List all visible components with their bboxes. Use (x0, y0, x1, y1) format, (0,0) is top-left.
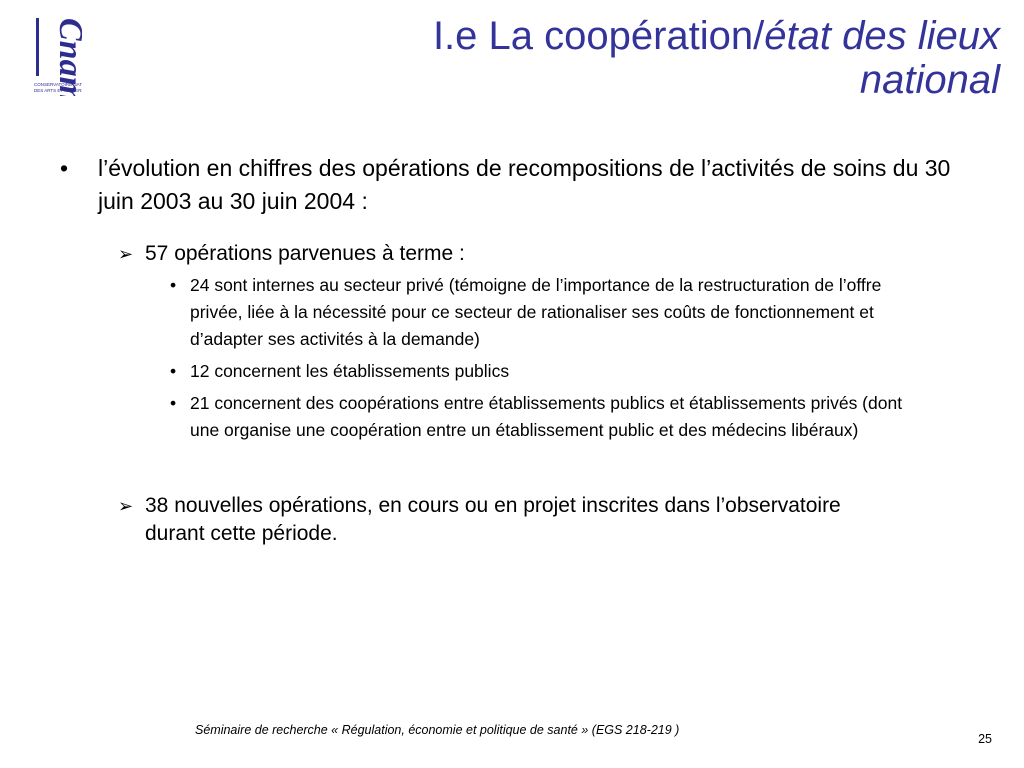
title-line-2: national (859, 58, 1000, 102)
bullet-marker: • (60, 155, 69, 181)
cnam-logo (32, 14, 82, 96)
slide-body (60, 152, 960, 548)
logo-subtext-1: CONSERVATOIRE NAT (34, 82, 82, 87)
list-item (170, 272, 910, 353)
list-item-text: 21 concernent des coopérations entre établissements publics et établissements privés (dont une organise une coopération entre un établissement public et des médecins libéraux) (190, 393, 903, 440)
list-item (170, 358, 910, 385)
sub-bullet-2 (118, 492, 865, 548)
list-item-text: 12 concernent les établissements publics (190, 361, 510, 381)
page-number: 25 (978, 732, 992, 746)
slide-title (240, 14, 1000, 102)
footer-text: Séminaire de recherche « Régulation, économie et politique de santé » (EGS 218-219 ) (195, 723, 680, 737)
title-part-1: I.e La coopération/ (432, 14, 765, 58)
list-item-text: 24 sont internes au secteur privé (témoigne de l’importance de la restructuration de l’offre privée, liée à la nécessité pour ce secteur de rationaliser ses coûts de fonctionnement et d’adapter ses activités à la demande) (190, 275, 882, 349)
logo-wordmark: Cnam (52, 18, 82, 96)
bullet-main-text: l’évolution en chiffres des opérations de recompositions de l’activités de soins du 30 juin 2003 au 30 juin 2004 : (98, 155, 951, 214)
sub-bullet-2-text: 38 nouvelles opérations, en cours ou en projet inscrites dans l’observatoire durant cette période. (145, 494, 841, 545)
bullet-marker: • (170, 393, 177, 413)
bullet-main (60, 152, 960, 218)
bullet-marker: • (170, 275, 177, 295)
sub-bullet-1-text: 57 opérations parvenues à terme : (145, 242, 465, 265)
arrow-bullet-icon: ➢ (118, 244, 134, 264)
list-item (170, 390, 910, 444)
logo-subtext-2: DES ARTS ET MÉTIERS (34, 88, 82, 93)
sub-bullet-1 (118, 240, 960, 268)
bullet-marker: • (170, 361, 177, 381)
arrow-bullet-icon: ➢ (118, 496, 134, 516)
title-part-2: état des lieux (764, 14, 1000, 58)
